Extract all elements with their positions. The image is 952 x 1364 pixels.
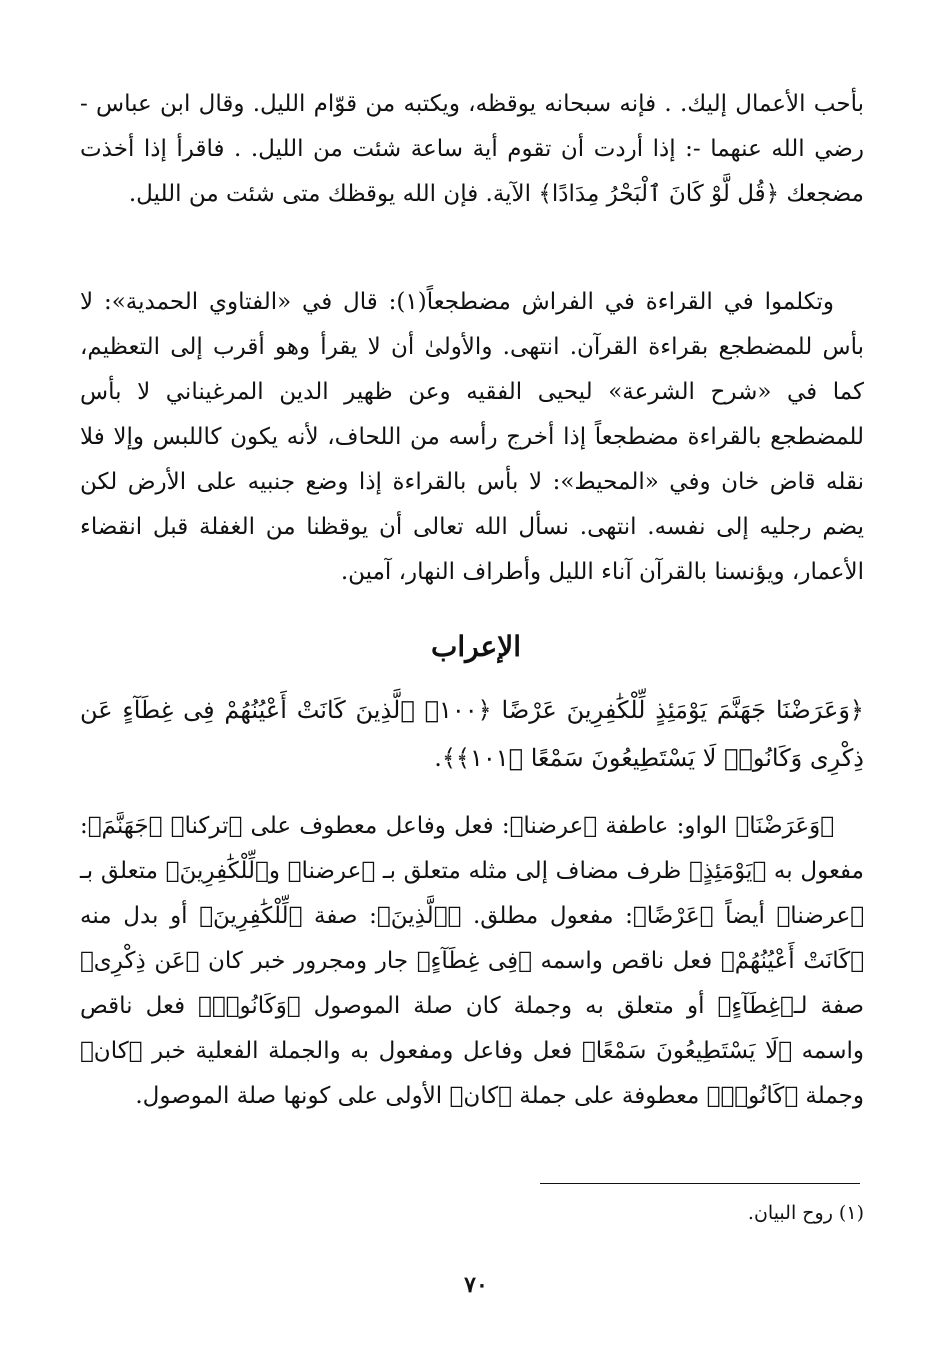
paragraph-night-prayer: بأحب الأعمال إليك. . فإنه سبحانه يوقظه، ويكتبه من قوّام الليل. وقال ابن عباس - رضي الله عنهما -: إذا أردت أن تقوم أية ساعة شئت من الليل. . فاقرأ إذا أخذت مضجعك ﴿قُل لَّوْ كَانَ ٱلْبَحْرُ مِدَادًا﴾ الآية. فإن الله يوقظك متى شئت من الليل. bbox=[80, 91, 864, 207]
section-heading: الإعراب bbox=[430, 630, 522, 663]
quran-verse: ﴿وَعَرَضْنَا جَهَنَّمَ يَوْمَئِذٍ لِّلْكَٰفِرِينَ عَرْضًا ﴿١٠٠﴾ ٱلَّذِينَ كَانَتْ أَعْيُنُهُمْ فِى غِطَآءٍ عَن ذِكْرِى وَكَانُوا۟ لَا يَسْتَطِيعُونَ سَمْعًا ﴿١٠١﴾﴾. bbox=[80, 696, 864, 772]
footnote-divider bbox=[540, 1183, 860, 1184]
footnote: (١) روح البيان. bbox=[747, 1202, 864, 1224]
paragraph-reading-lying-down: وتكلموا في القراءة في الفراش مضطجعاً(١): قال في «الفتاوي الحمدية»: لا بأس للمضطجع بقراءة القرآن. انتهى. والأولىٰ أن لا يقرأ وهو أقرب إلى التعظيم، كما في «شرح الشرعة» ليحيى الفقيه وعن ظهير الدين المرغيناني لا بأس للمضطجع بالقراءة مضطجعاً إذا أخرج رأسه من اللحاف، لأنه يكون كاللبس وإلا فلا نقله قاض خان وفي «المحيط»: لا بأس بالقراءة إذا وضع جنبيه على الأرض لكن يضم رجليه إلى نفسه. انتهى. نسأل الله تعالى أن يوقظنا من الغفلة قبل انقضاء الأعمار، ويؤنسنا بالقرآن آناء الليل وأطراف النهار، آمين. bbox=[80, 289, 864, 585]
paragraph-grammatical-analysis: ﴿وَعَرَضْنَا﴾ الواو: عاطفة ﴿عرضنا﴾: فعل وفاعل معطوف على ﴿تركنا﴾ ﴿جَهَنَّمَ﴾: مفعول به ﴿يَوْمَئِذٍ﴾ ظرف مضاف إلى مثله متعلق بـ ﴿عرضنا﴾ و﴿لِّلْكَٰفِرِينَ﴾ متعلق بـ ﴿عرضنا﴾ أيضاً ﴿عَرْضًا﴾: مفعول مطلق. ﴿ٱلَّذِينَ﴾: صفة ﴿لِّلْكَٰفِرِينَ﴾ أو بدل منه ﴿كَانَتْ أَعْيُنُهُمْ﴾ فعل ناقص واسمه ﴿فِى غِطَآءٍ﴾ جار ومجرور خبر كان ﴿عَن ذِكْرِى﴾ صفة لـ﴿غِطَآءٍ﴾ أو متعلق به وجملة كان صلة الموصول ﴿وَكَانُوا۟﴾ فعل ناقص واسمه ﴿لَا يَسْتَطِيعُونَ سَمْعًا﴾ فعل وفاعل ومفعول به والجملة الفعلية خبر ﴿كان﴾ وجملة ﴿كَانُوا۟﴾ معطوفة على جملة ﴿كان﴾ الأولى على كونها صلة الموصول. bbox=[80, 813, 865, 1109]
page-number: ٧٠ bbox=[464, 1272, 488, 1298]
